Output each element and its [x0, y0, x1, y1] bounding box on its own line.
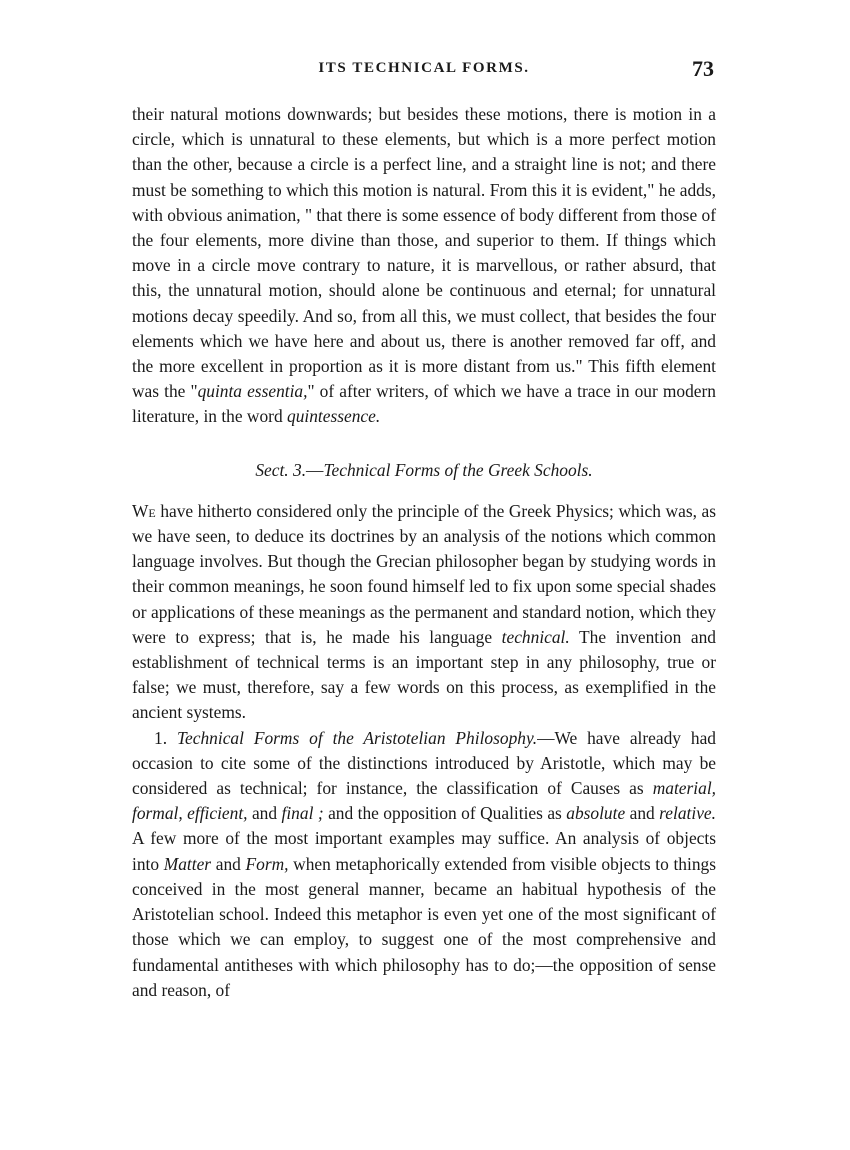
- paragraph-text: and: [247, 803, 282, 824]
- body-text: [132, 102, 716, 1003]
- italic-term: material, formal, efficient,: [132, 778, 716, 824]
- italic-term: Matter: [163, 853, 212, 874]
- italic-term: quinta essentia,: [197, 381, 308, 402]
- page-number: 73: [692, 56, 714, 81]
- section-title: Technical Forms of the Greek Schools.: [323, 459, 593, 480]
- paragraph-text: have hitherto considered only the principle of the Greek Physics; which was, as we have seen, to deduce its doctrines by an analysis of the notions which common language involves. But though the Grecian philosopher began by studying words in their common meanings, he soon found himself led to fix upon some special shades or applications of these meanings as the permanent and standard notion, which they were to express; that is, he made his language: [132, 500, 716, 647]
- paragraph-text: A few more of the most important examples may suffice. An analysis of objects into: [132, 828, 716, 874]
- paragraph-text: and: [625, 803, 660, 824]
- italic-heading: Technical Forms of the Aristotelian Philosophy.: [176, 727, 538, 748]
- italic-term: quintessence.: [287, 406, 381, 427]
- paragraph-text: " of after writers, of which we have a trace in our modern literature, in the word: [132, 381, 716, 427]
- paragraph-text: —We have already had occasion to cite some of the distinctions introduced by Aristotle, which may be considered as technical; for instance, the classification of Causes as: [132, 727, 716, 799]
- paragraph-text: when metaphorically extended from visible objects to things conceived in the most general manner, became an habitual hypothesis of the Aristotelian school. Indeed this metaphor is even yet one of the most significant of those which we can employ, to suggest one of the most comprehensive and fundamental antitheses with which philosophy has to do;—the opposition of sense and reason, of: [132, 853, 716, 1000]
- italic-term: technical.: [501, 626, 570, 647]
- section-dash: —: [306, 459, 324, 480]
- paragraph-aristotelian: [132, 726, 716, 1003]
- running-head: ITS TECHNICAL FORMS.: [318, 60, 530, 76]
- section-heading: [132, 458, 716, 483]
- section-label: Sect. 3.: [255, 459, 307, 480]
- italic-term: relative.: [659, 803, 716, 824]
- paragraph-text: The invention and establishment of technical terms is an important step in any philosophy, true or false; we must, therefore, say a few words on this process, as exemplified in the ancient systems.: [132, 626, 716, 723]
- paragraph-number: 1.: [154, 727, 177, 748]
- paragraph-intro: [132, 499, 716, 726]
- paragraph-text: and: [211, 853, 246, 874]
- paragraph-text: their natural motions downwards; but besides these motions, there is motion in a circle, which is unnatural to these elements, but which is a more perfect motion than the other, because a circle is a perfect line, and a straight line is not; and there must be something to which this motion is natural. From this it is evident," he adds, with obvious animation, " that there is some essence of body different from those of the four elements, more divine than those, and superior to them. If things which move in a circle move contrary to nature, it is marvellous, or rather absurd, that this, the unnatural motion, should alone be continuous and eternal; for unnatural motions decay speedily. And so, from all this, we must collect, that besides the four elements which we have here and about us, there is another removed far off, and the more excellent in proportion as it is more distant from us." This fifth element was the ": [132, 104, 716, 402]
- italic-term: final ;: [281, 803, 324, 824]
- paragraph-continuation: [132, 102, 716, 430]
- small-caps-opening: We: [132, 500, 156, 521]
- italic-term: absolute: [566, 803, 626, 824]
- italic-term: Form,: [245, 853, 289, 874]
- page-header: [132, 56, 716, 88]
- paragraph-text: and the opposition of Qualities as: [323, 803, 567, 824]
